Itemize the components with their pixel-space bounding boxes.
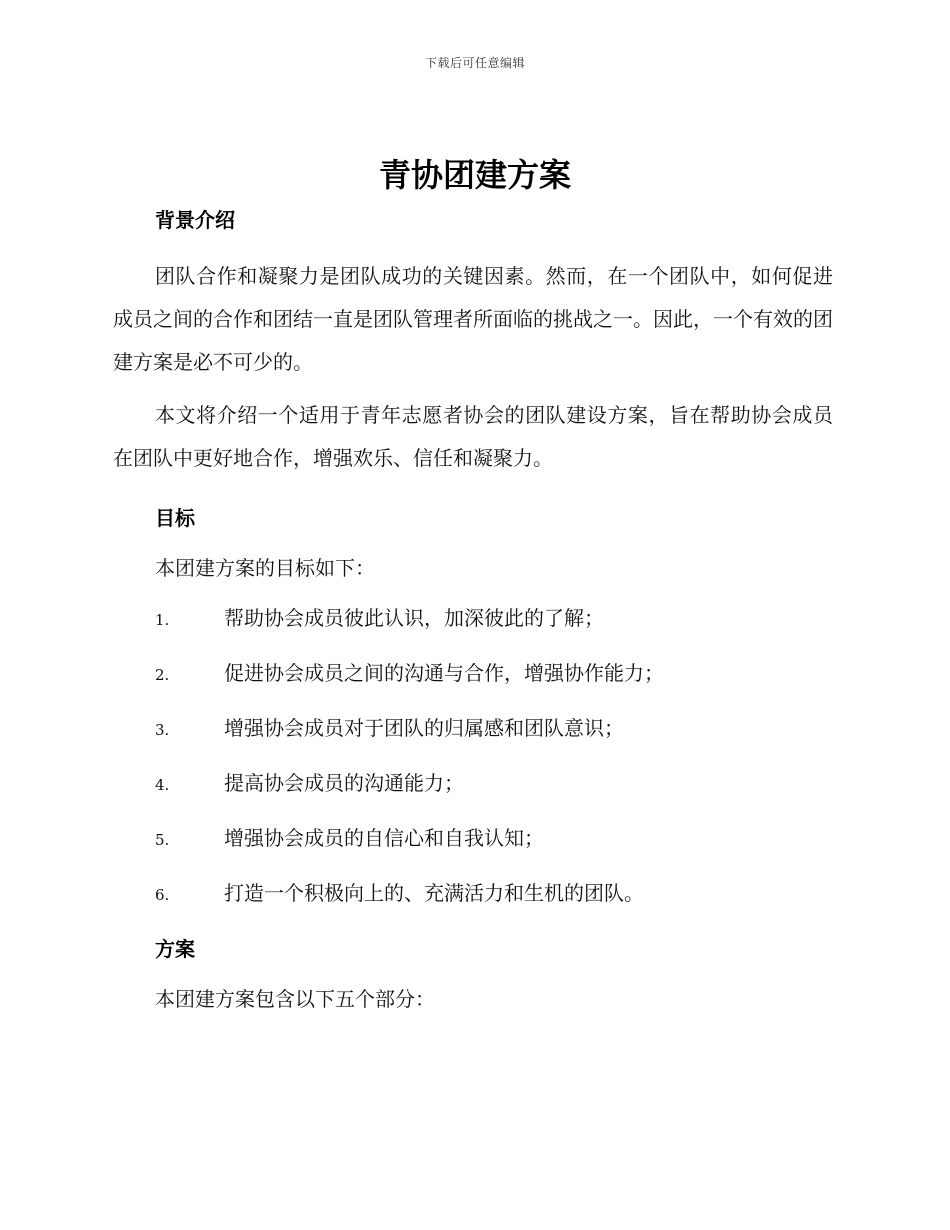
plan-intro: 本团建方案包含以下五个部分：: [155, 987, 435, 1011]
list-item-number: 6.: [155, 886, 170, 904]
section-heading-goals: 目标: [155, 506, 195, 530]
goals-list: [113, 602, 833, 932]
list-item-number: 1.: [155, 611, 170, 629]
list-item: [113, 767, 833, 822]
background-paragraph-1: 团队合作和凝聚力是团队成功的关键因素。然而，在一个团队中，如何促进成员之间的合作和团结一直是团队管理者所面临的挑战之一。因此，一个有效的团建方案是必不可少的。: [113, 264, 833, 374]
list-item-text: 帮助协会成员彼此认识，加深彼此的了解；: [224, 606, 604, 630]
list-item: [113, 822, 833, 877]
list-item-text: 提高协会成员的沟通能力；: [224, 771, 464, 795]
list-item-number: 2.: [155, 666, 170, 684]
list-item-number: 5.: [155, 831, 170, 849]
document-title: 青协团建方案: [378, 156, 571, 194]
list-item: [113, 657, 833, 712]
goals-intro: 本团建方案的目标如下：: [155, 556, 375, 580]
list-item-number: 3.: [155, 721, 170, 739]
list-item-number: 4.: [155, 776, 170, 794]
list-item-text: 打造一个积极向上的、充满活力和生机的团队。: [224, 881, 644, 905]
list-item-text: 增强协会成员的自信心和自我认知；: [224, 826, 544, 850]
background-paragraph-2: 本文将介绍一个适用于青年志愿者协会的团队建设方案，旨在帮助协会成员在团队中更好地合作，增强欢乐、信任和凝聚力。: [113, 403, 833, 470]
list-item-text: 增强协会成员对于团队的归属感和团队意识；: [224, 716, 624, 740]
section-heading-plan: 方案: [155, 937, 195, 961]
document-body: [113, 203, 833, 1021]
list-item: [113, 877, 833, 932]
section-heading-background: 背景介绍: [155, 208, 235, 232]
header-note: 下载后可任意编辑: [424, 56, 525, 70]
list-item: [113, 602, 833, 657]
list-item-text: 促进协会成员之间的沟通与合作，增强协作能力；: [224, 661, 664, 685]
list-item: [113, 712, 833, 767]
